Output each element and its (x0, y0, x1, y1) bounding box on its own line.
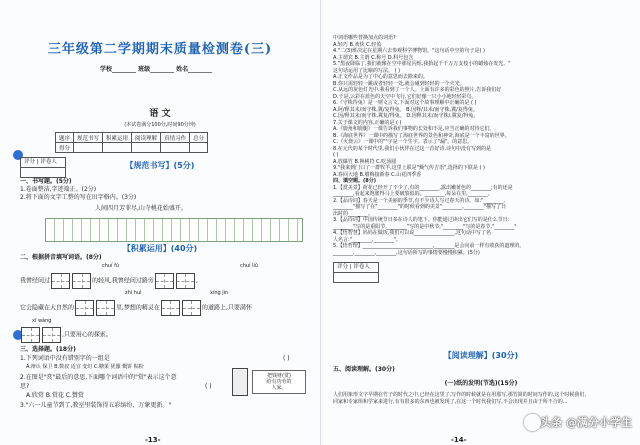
options: A.辩认 保卫 B.数叔 适宜 变幻 C.糖果 犹豫 慨饼 粘粉 (26, 364, 144, 370)
answer-box[interactable] (96, 300, 115, 316)
score-table (55, 132, 208, 153)
text-line: 这句话运用了比喻的写法。 ( ) (333, 67, 401, 74)
text-line: 中词语哪些替换加点的词语? (333, 35, 396, 41)
text-line: 5.【悟哲理】____________________________,________是会向前一样有收获的道理的。 (333, 243, 525, 249)
text-line: B.《海底世界》一课中的描写了海底世界的景色和神奇,海底是一个丰富的世界。 (333, 132, 510, 139)
text-line: A.春回大地 B.腊梅接新春 C.山花四季香 (333, 171, 422, 178)
section-heading: 【阅读理解】(30分) (443, 351, 519, 360)
text-line: ________,看起来饱胀得马上要破裂似的。________,每朵在里,________。 (333, 191, 493, 197)
text-line: 出时的________。 (333, 210, 374, 217)
answer-box[interactable] (155, 273, 174, 289)
score-row-label: 得分 (56, 143, 74, 153)
text-line: 9."我来到门口了一群牧羊,这里上联是"燥气传吉语",选择的下联是 ( ) (333, 165, 485, 171)
text-line: 2.【品诗词】春天是一个美丽的季节,有不少诗人写过春天的诗。如:"________, (333, 197, 505, 204)
text-line: A.阿/释其未/而守株,冀/复得兔。 B.因释/其未/而守株,冀/复得兔。 (333, 106, 478, 113)
options: A.欣赏 B.赏花 C.赞赏 (26, 392, 84, 399)
question-heading: 五、阅读理解。(30分) (333, 366, 395, 373)
question-text: 2.将下面的文字工整的写在田字格内。(3分) (20, 194, 137, 201)
question-heading: 二、根据拼音填写词语。(8分) (20, 254, 102, 261)
score-cell[interactable] (161, 143, 190, 153)
text-line: A.主谓宾 B.主谓 C.称号 D.科号包含 (333, 54, 414, 61)
grader-box (333, 262, 379, 283)
answer-box[interactable] (72, 273, 91, 289)
text-line: 6.《守株待兔》是一则文言文,下面对这个故事理解中正确的是 ( ) (333, 100, 477, 106)
watermark: 头条 @满分小学生 (540, 414, 632, 430)
text-line: 3.【品诗词】中国传统节日多在诗人的笔下。你能通过读出它们写的是什么节日: (333, 217, 510, 223)
passage-title: (一)纸的发明(节选)(15分) (444, 380, 518, 387)
text-line: ( ) (333, 152, 339, 158)
text-line: 人们用象形文字早期在竹子的时代之中,已经在这里了,写作的时候就是在用那写,那竹简的时间写作的,这个时候我们, (333, 392, 586, 398)
text-line: 人名言:"________,________"。 (333, 236, 401, 243)
subject-title: 语 文 (149, 109, 171, 119)
question-text: 1.下列词语中没有错别字的一组是 (20, 355, 110, 362)
text-line: A.正文作品是为了中心的意思而去除来的。 (333, 74, 428, 80)
writing-grid[interactable] (45, 218, 303, 242)
text-line: C.从远的灰色灯光中,我看到了一个人。上面有许多的彩色的照片,告诉我们好 (333, 87, 502, 93)
question-lines (333, 35, 633, 256)
character-icon (232, 368, 248, 396)
section-heading: 【规范书写】(5分) (125, 161, 195, 170)
exam-title: 三年级第二学期期末质量检测卷(三) (47, 42, 273, 57)
passage-body (333, 392, 629, 405)
text-line: B.你只需轻轻一跳或者轻轻一处,就会碰到轻轻的一个火光。 (333, 80, 465, 87)
student-info-line: 学校________ 班级________ 姓名________ (100, 66, 213, 73)
question-text: 1.卷面整洁,字迹端正。(2分) (20, 186, 97, 193)
right-page (320, 0, 640, 445)
score-cell[interactable] (132, 143, 161, 153)
score-cell[interactable] (103, 143, 132, 153)
pinyin: chuí fù (102, 263, 119, 269)
page-number: -13- (145, 436, 161, 444)
definition-box: 把钱财(赏) 给有功劳的 人家。 (252, 370, 306, 394)
question-text: 3."六一儿童节到了,教室里装饰得五彩缤纷、万象更新。" (20, 402, 172, 409)
answer-paren[interactable]: ( ) (205, 383, 212, 390)
question-heading: 一、书写题。(5分) (20, 178, 72, 185)
score-header: 题序 (56, 133, 74, 143)
question-text: 2.在图是"赏"最后的意思,下面哪个词语中的"赏"表示这个意 (20, 374, 177, 381)
score-header: 阅读理解 (132, 133, 161, 143)
exam-subtitle: (本试卷满分100分,时间90分钟) (124, 122, 196, 128)
text-line: A.《鹿角和鹿腿》一课告诉我们事物的长处和不足,应当正确的对待它们。 (333, 126, 495, 132)
score-cell[interactable] (74, 143, 103, 153)
pinyin: chuí liǔ (240, 263, 259, 269)
section-heading: 【积累运用】(40分) (122, 244, 198, 253)
text-line: 4.【悟智慧】妈妈在做饭,我们可以说________________,这句话中写了名 (333, 230, 491, 236)
answer-box[interactable] (42, 327, 61, 343)
score-cell[interactable] (190, 143, 208, 153)
text-line: 5."黑夜降临了,我们就像在空中那星闪烁,我抬起千千万万支枝小的蜡烛在发光。" (333, 61, 511, 67)
pinyin: xī wàng (32, 318, 52, 324)
fill-sentence: 它会隐藏在大自然的 里,梦想的精灵在 的道路上,只要满怀 (20, 300, 252, 316)
answer-box[interactable] (51, 273, 70, 289)
text-line: C.《火烧云》一课中的""字是一个生字。表示了"漏"。的意思。 (333, 139, 473, 145)
question-text: 思? (20, 383, 30, 390)
pinyin: zhì huì (125, 290, 142, 296)
score-header: 规范书写 (74, 133, 103, 143)
score-header: 总分 (190, 133, 208, 143)
text-line: C.因/释其未/而守株,冀复/得兔。 D.因释其未/而守株/,冀复/得兔。 (333, 113, 479, 119)
text-line: 8.在元代的某个时代里,我们小伙伴在过这一首好诗,诗句中没有写到的是 (333, 145, 491, 152)
question-heading: 三、选择题。(18分) (20, 346, 76, 353)
text-line: A.放爆竹 B.换桃符 C.吃汤圆 (333, 158, 397, 165)
text-line: ________,________,________,这句话所写的事情要慢慢积累。(5分) (333, 249, 480, 256)
grid-source-text: 人间四月芳菲尽,山寺桃花始盛开。 (95, 205, 187, 212)
pinyin: xíng jìn (210, 290, 229, 296)
grader-label: 评分 | 评卷人 (334, 263, 378, 273)
grader-label: 评分 | 评卷人 (21, 158, 65, 168)
text-line: ________"描写了在"________"的时候看到的美景"________,________"描写了日 (333, 204, 507, 210)
score-header: 真情习作 (161, 133, 190, 143)
fill-sentence: ,只要用心的探索。 (20, 327, 112, 343)
text-line: 四、填空题。(8分) (333, 178, 377, 184)
text-line: D.于是,云彩在蓝色的天空中飞行,它们好像一只小小地轻轻彩鸟。 (333, 93, 477, 100)
answer-box[interactable] (75, 300, 94, 316)
answer-box[interactable] (182, 300, 201, 316)
text-line: ________"写的是重阳节,________"写的是中秋节,"________"写的是春节,"________" (333, 223, 517, 230)
answer-box[interactable] (21, 327, 40, 343)
text-line: A.轻巧 B.欢快 C.轻盈 (333, 41, 382, 48)
text-line: 1.【赏美景】荷花已经开了不少了,有的________,露出嫩黄色的________;有的还是 (333, 184, 513, 191)
page-number: -14- (451, 436, 467, 444)
text-line: 同家和专家组和学家来进行,有有很多的东西也被发现了,在这一个时代我们写,不会出现并且由于所不合的... (333, 398, 568, 405)
answer-paren[interactable]: ( ) (283, 355, 290, 362)
text-line: 7.关于课文的内容,正确的是 ( ) (333, 119, 402, 126)
text-line: 4."二(3)班决定在星期六去参观科学博物馆。"这句话中空的句子是( ) (333, 48, 485, 54)
score-header: 积累运用 (103, 133, 132, 143)
answer-box[interactable] (161, 300, 180, 316)
fill-sentence: 我曾经问过 的轻风,我曾经问过路旁 , (20, 273, 198, 289)
answer-box[interactable] (176, 273, 195, 289)
